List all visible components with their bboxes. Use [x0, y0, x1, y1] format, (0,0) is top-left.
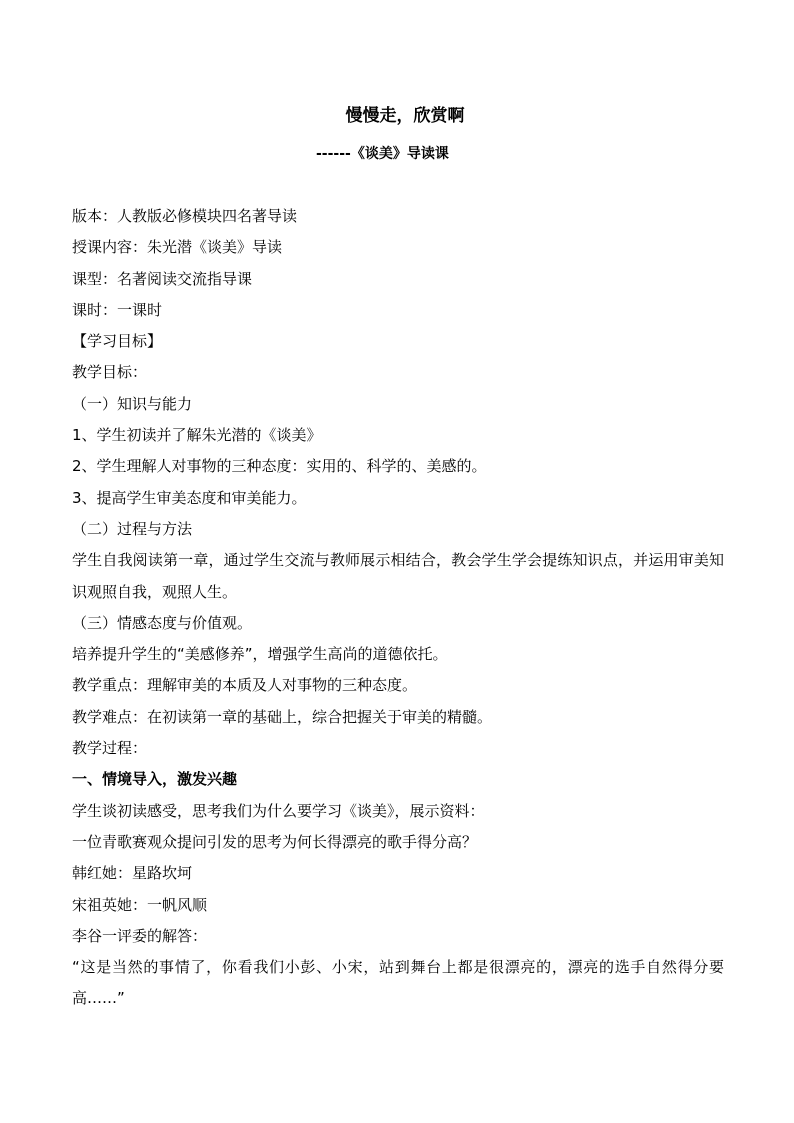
document-subtitle: ------《谈美》导读课 [316, 146, 449, 162]
attitude-values-text: 培养提升学生的“美感修养”，增强学生高尚的道德依托。 [72, 645, 448, 664]
knowledge-ability-heading: （一）知识与能力 [72, 394, 193, 413]
goal-item-2: 2、学生理解人对事物的三种态度：实用的、科学的、美感的。 [72, 457, 487, 476]
example-line-1: 韩红她：星路坎坷 [72, 864, 193, 883]
content-line: 授课内容：朱光潜《谈美》导读 [72, 238, 283, 257]
goal-item-1: 1、学生初读并了解朱光潜的《谈美》 [72, 426, 322, 445]
example-line-2: 宋祖英她：一帆风顺 [72, 895, 208, 914]
process-method-paragraph: 学生自我阅读第一章，通过学生交流与教师展示相结合，教会学生学会提练知识点，并运用审美知识观照自我，观照人生。 [72, 551, 724, 601]
teaching-difficulty-line: 教学难点：在初读第一章的基础上，综合把握关于审美的精髓。 [72, 707, 493, 726]
question-line: 一位青歌赛观众提问引发的思考为何长得漂亮的歌手得分高？ [72, 832, 478, 851]
objectives-heading: 【学习目标】 [72, 332, 163, 351]
judge-quote-paragraph: “这是当然的事情了，你看我们小彭、小宋，站到舞台上都是很漂亮的，漂亮的选手自然得分要高……” [72, 958, 724, 1008]
section-1-heading: 一、情境导入，激发兴趣 [72, 770, 238, 789]
document-body [72, 201, 724, 1015]
goal-item-3: 3、提高学生审美态度和审美能力。 [72, 488, 307, 507]
judge-answer-label: 李谷一评委的解答： [72, 926, 208, 945]
process-method-heading: （二）过程与方法 [72, 519, 193, 538]
intro-line: 学生谈初读感受，思考我们为什么要学习《谈美》，展示资料： [72, 801, 485, 820]
attitude-values-heading: （三）情感态度与价值观。 [72, 613, 253, 632]
class-hours-line: 课时：一课时 [72, 300, 163, 319]
course-type-line: 课型：名著阅读交流指导课 [72, 269, 253, 288]
document-title: 慢慢走，欣赏啊 [345, 106, 465, 126]
teaching-goals-label: 教学目标： [72, 363, 148, 382]
teaching-focus-line: 教学重点：理解审美的本质及人对事物的三种态度。 [72, 676, 418, 695]
teaching-process-label: 教学过程： [72, 739, 148, 758]
edition-line: 版本：人教版必修模块四名著导读 [72, 207, 298, 225]
